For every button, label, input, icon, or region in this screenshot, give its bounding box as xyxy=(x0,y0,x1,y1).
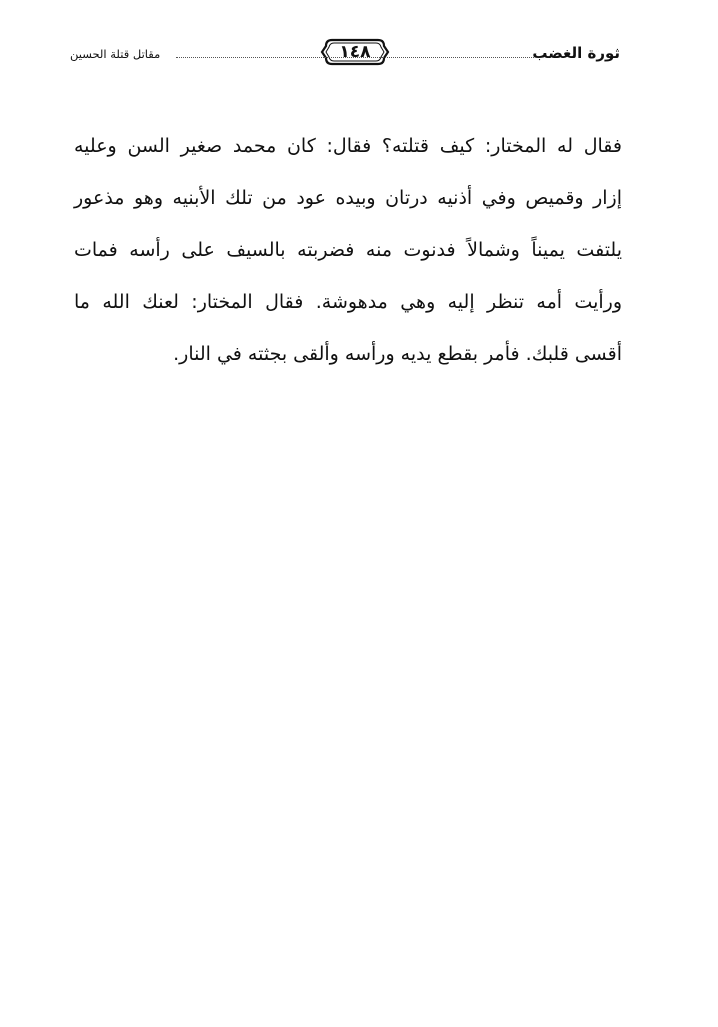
chapter-title: مقاتل قتلة الحسين xyxy=(70,47,161,61)
book-title: ثورة الغضب xyxy=(532,44,620,62)
page-number-badge xyxy=(320,38,390,66)
running-header xyxy=(70,36,620,72)
dotted-leader-right xyxy=(382,57,534,58)
body-line-5: أقسى قلبك. فأمر بقطع يديه ورأسه وألقى بجثته في النار. xyxy=(173,343,622,365)
body-paragraph xyxy=(74,120,622,380)
body-line-2: إزار وقميص وفي أذنيه درتان وبيده عود من تلك الأبنيه وهو مذعور xyxy=(74,187,622,209)
body-line-1: فقال له المختار: كيف قتلته؟ فقال: كان محمد صغير السن وعليه xyxy=(74,135,622,157)
page-number: ١٤٨ xyxy=(339,42,371,62)
body-line-3: يلتفت يميناً وشمالاً فدنوت منه فضربته بالسيف على رأسه فمات xyxy=(74,239,622,261)
body-line-4: ورأيت أمه تنظر إليه وهي مدهوشة. فقال المختار: لعنك الله ما xyxy=(74,291,622,313)
dotted-leader-left xyxy=(176,57,388,58)
